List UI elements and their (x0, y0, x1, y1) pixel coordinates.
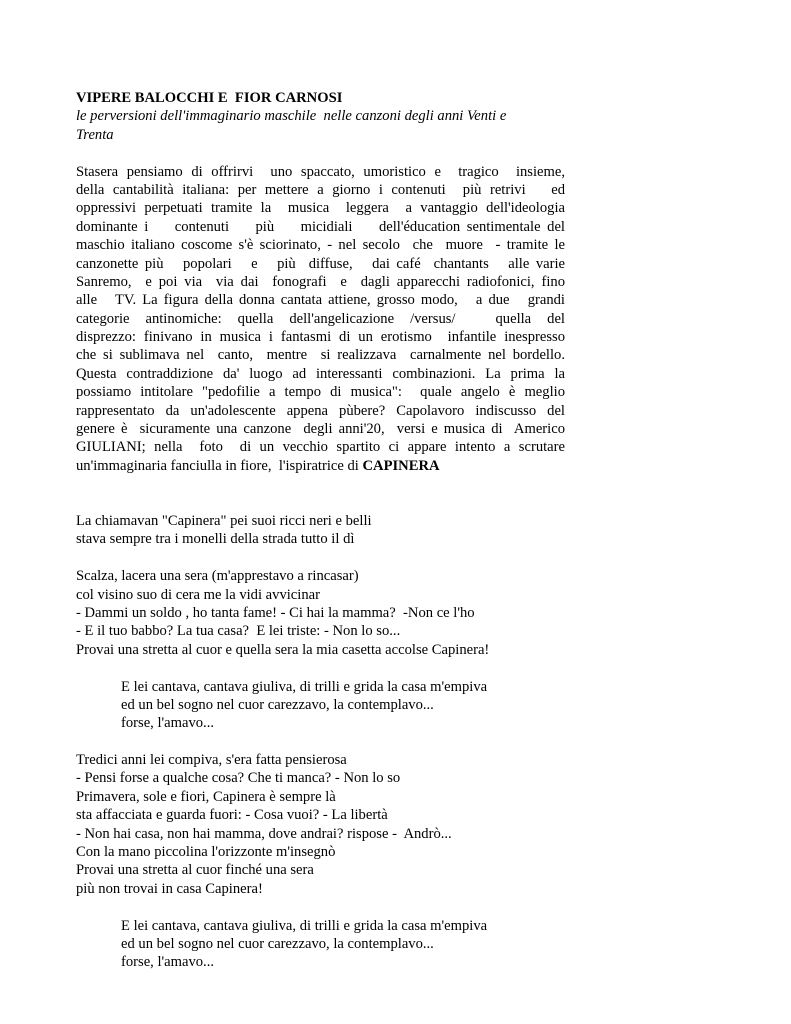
intro-line: oppressivi perpetuati tramite la musica leggera a vantaggio dell'ideologia (76, 200, 565, 217)
lyric-line: Con la mano piccolina l'orizzonte m'insegnò (76, 844, 336, 861)
intro-line: GIULIANI; nella foto di un vecchio spartito ci appare intento a scrutare (76, 439, 565, 456)
spacer (76, 733, 565, 751)
spacer (76, 144, 565, 162)
intro-line: Sanremo, e poi via via dai fonografi e dagli apparecchi radiofonici, fino (76, 273, 565, 290)
lyric-line: E lei cantava, cantava giuliva, di trilli e grida la casa m'empiva (121, 678, 488, 695)
lyric-line: forse, l'amavo... (121, 954, 214, 971)
lyric-line: Primavera, sole e fiori, Capinera è sempre là (76, 788, 336, 805)
lyric-line: La chiamavan "Capinera" pei suoi ricci neri e belli (76, 513, 372, 529)
document-subtitle-line: Trenta (76, 126, 114, 143)
intro-line: Questa contraddizione da' luogo ad interessanti combinazioni. La prima la (76, 365, 565, 382)
document-page (76, 89, 565, 972)
intro-line: genere è sicuramente una canzone degli anni'20, versi e musica di Americo (76, 421, 565, 438)
intro-line: che si sublimava nel canto, mentre si realizzava carnalmente nel bordello. (76, 347, 565, 364)
lyric-line: - E il tuo babbo? La tua casa? E lei triste: - Non lo so... (76, 623, 401, 640)
intro-line: possiamo intitolare "pedofilie a tempo di musica": quale angelo è meglio (76, 384, 565, 401)
lyric-line: stava sempre tra i monelli della strada tutto il dì (76, 531, 355, 548)
lyric-line: Tredici anni lei compiva, s'era fatta pensierosa (76, 752, 347, 769)
intro-line: categorie antinomiche: quella dell'angelicazione /versus/ quella del (76, 310, 565, 327)
intro-last-line (76, 457, 565, 475)
lyrics-verse-1 (76, 512, 565, 549)
lyric-line: più non trovai in casa Capinera! (76, 880, 263, 897)
lyric-line: E lei cantava, cantava giuliva, di trilli e grida la casa m'empiva (121, 917, 488, 934)
intro-line: maschio italiano coscome s'è sciorinato, - nel secolo che muore - tramite le (76, 237, 565, 254)
lyric-line: - Dammi un soldo , ho tanta fame! - Ci hai la mamma? -Non ce l'ho (76, 604, 475, 621)
lyric-line: Provai una stretta al cuor finché una sera (76, 862, 314, 879)
intro-line: rappresentato da un'adolescente appena pùbere? Capolavoro indiscusso del (76, 402, 565, 419)
lyric-line: sta affacciata e guarda fuori: - Cosa vuoi? - La libertà (76, 807, 388, 824)
lyric-line: ed un bel sogno nel cuor carezzavo, la contemplavo... (121, 696, 434, 713)
intro-line: Stasera pensiamo di offrirvi uno spaccato, umoristico e tragico insieme, (76, 163, 565, 180)
spacer (76, 475, 565, 512)
spacer (76, 549, 565, 567)
lyrics-verse-3 (76, 751, 565, 898)
lyric-line: - Pensi forse a qualche cosa? Che ti manca? - Non lo so (76, 770, 401, 787)
intro-line: dominante i contenuti più micidiali dell'éducation sentimentale del (76, 218, 565, 235)
intro-paragraph (76, 163, 565, 476)
document-subtitle-line: le perversioni dell'immaginario maschile nelle canzoni degli anni Venti e (76, 108, 507, 125)
lyrics-verse-2 (76, 567, 565, 659)
intro-line: canzonette più popolari e più diffuse, dai café chantants alle varie (76, 255, 565, 272)
spacer (76, 898, 565, 916)
lyric-line: Provai una stretta al cuor e quella sera la mia casetta accolse Capinera! (76, 641, 490, 658)
lyrics-chorus-2 (76, 917, 565, 972)
lyrics-chorus-1 (76, 678, 565, 733)
document-title: VIPERE BALOCCHI E FIOR CARNOSI (76, 90, 343, 106)
lyric-line: forse, l'amavo... (121, 715, 214, 732)
intro-line: alle TV. La figura della donna cantata attiene, grosso modo, a due grandi (76, 292, 565, 309)
lyric-line: Scalza, lacera una sera (m'apprestavo a rincasar) (76, 568, 359, 585)
intro-last-text: un'immaginaria fanciulla in fiore, l'ispiratrice di (76, 457, 363, 474)
lyric-line: col visino suo di cera me la vidi avvicinar (76, 586, 320, 603)
song-title-capinera: CAPINERA (362, 457, 440, 474)
intro-line: disprezzo: finivano in musica i fantasmi di un erotismo infantile inespresso (76, 329, 565, 346)
lyric-line: ed un bel sogno nel cuor carezzavo, la contemplavo... (121, 935, 434, 952)
spacer (76, 659, 565, 677)
intro-line: della cantabilità italiana: per mettere a giorno i contenuti più retrivi ed (76, 181, 565, 198)
lyric-line: - Non hai casa, non hai mamma, dove andrai? rispose - Andrò... (76, 825, 452, 842)
